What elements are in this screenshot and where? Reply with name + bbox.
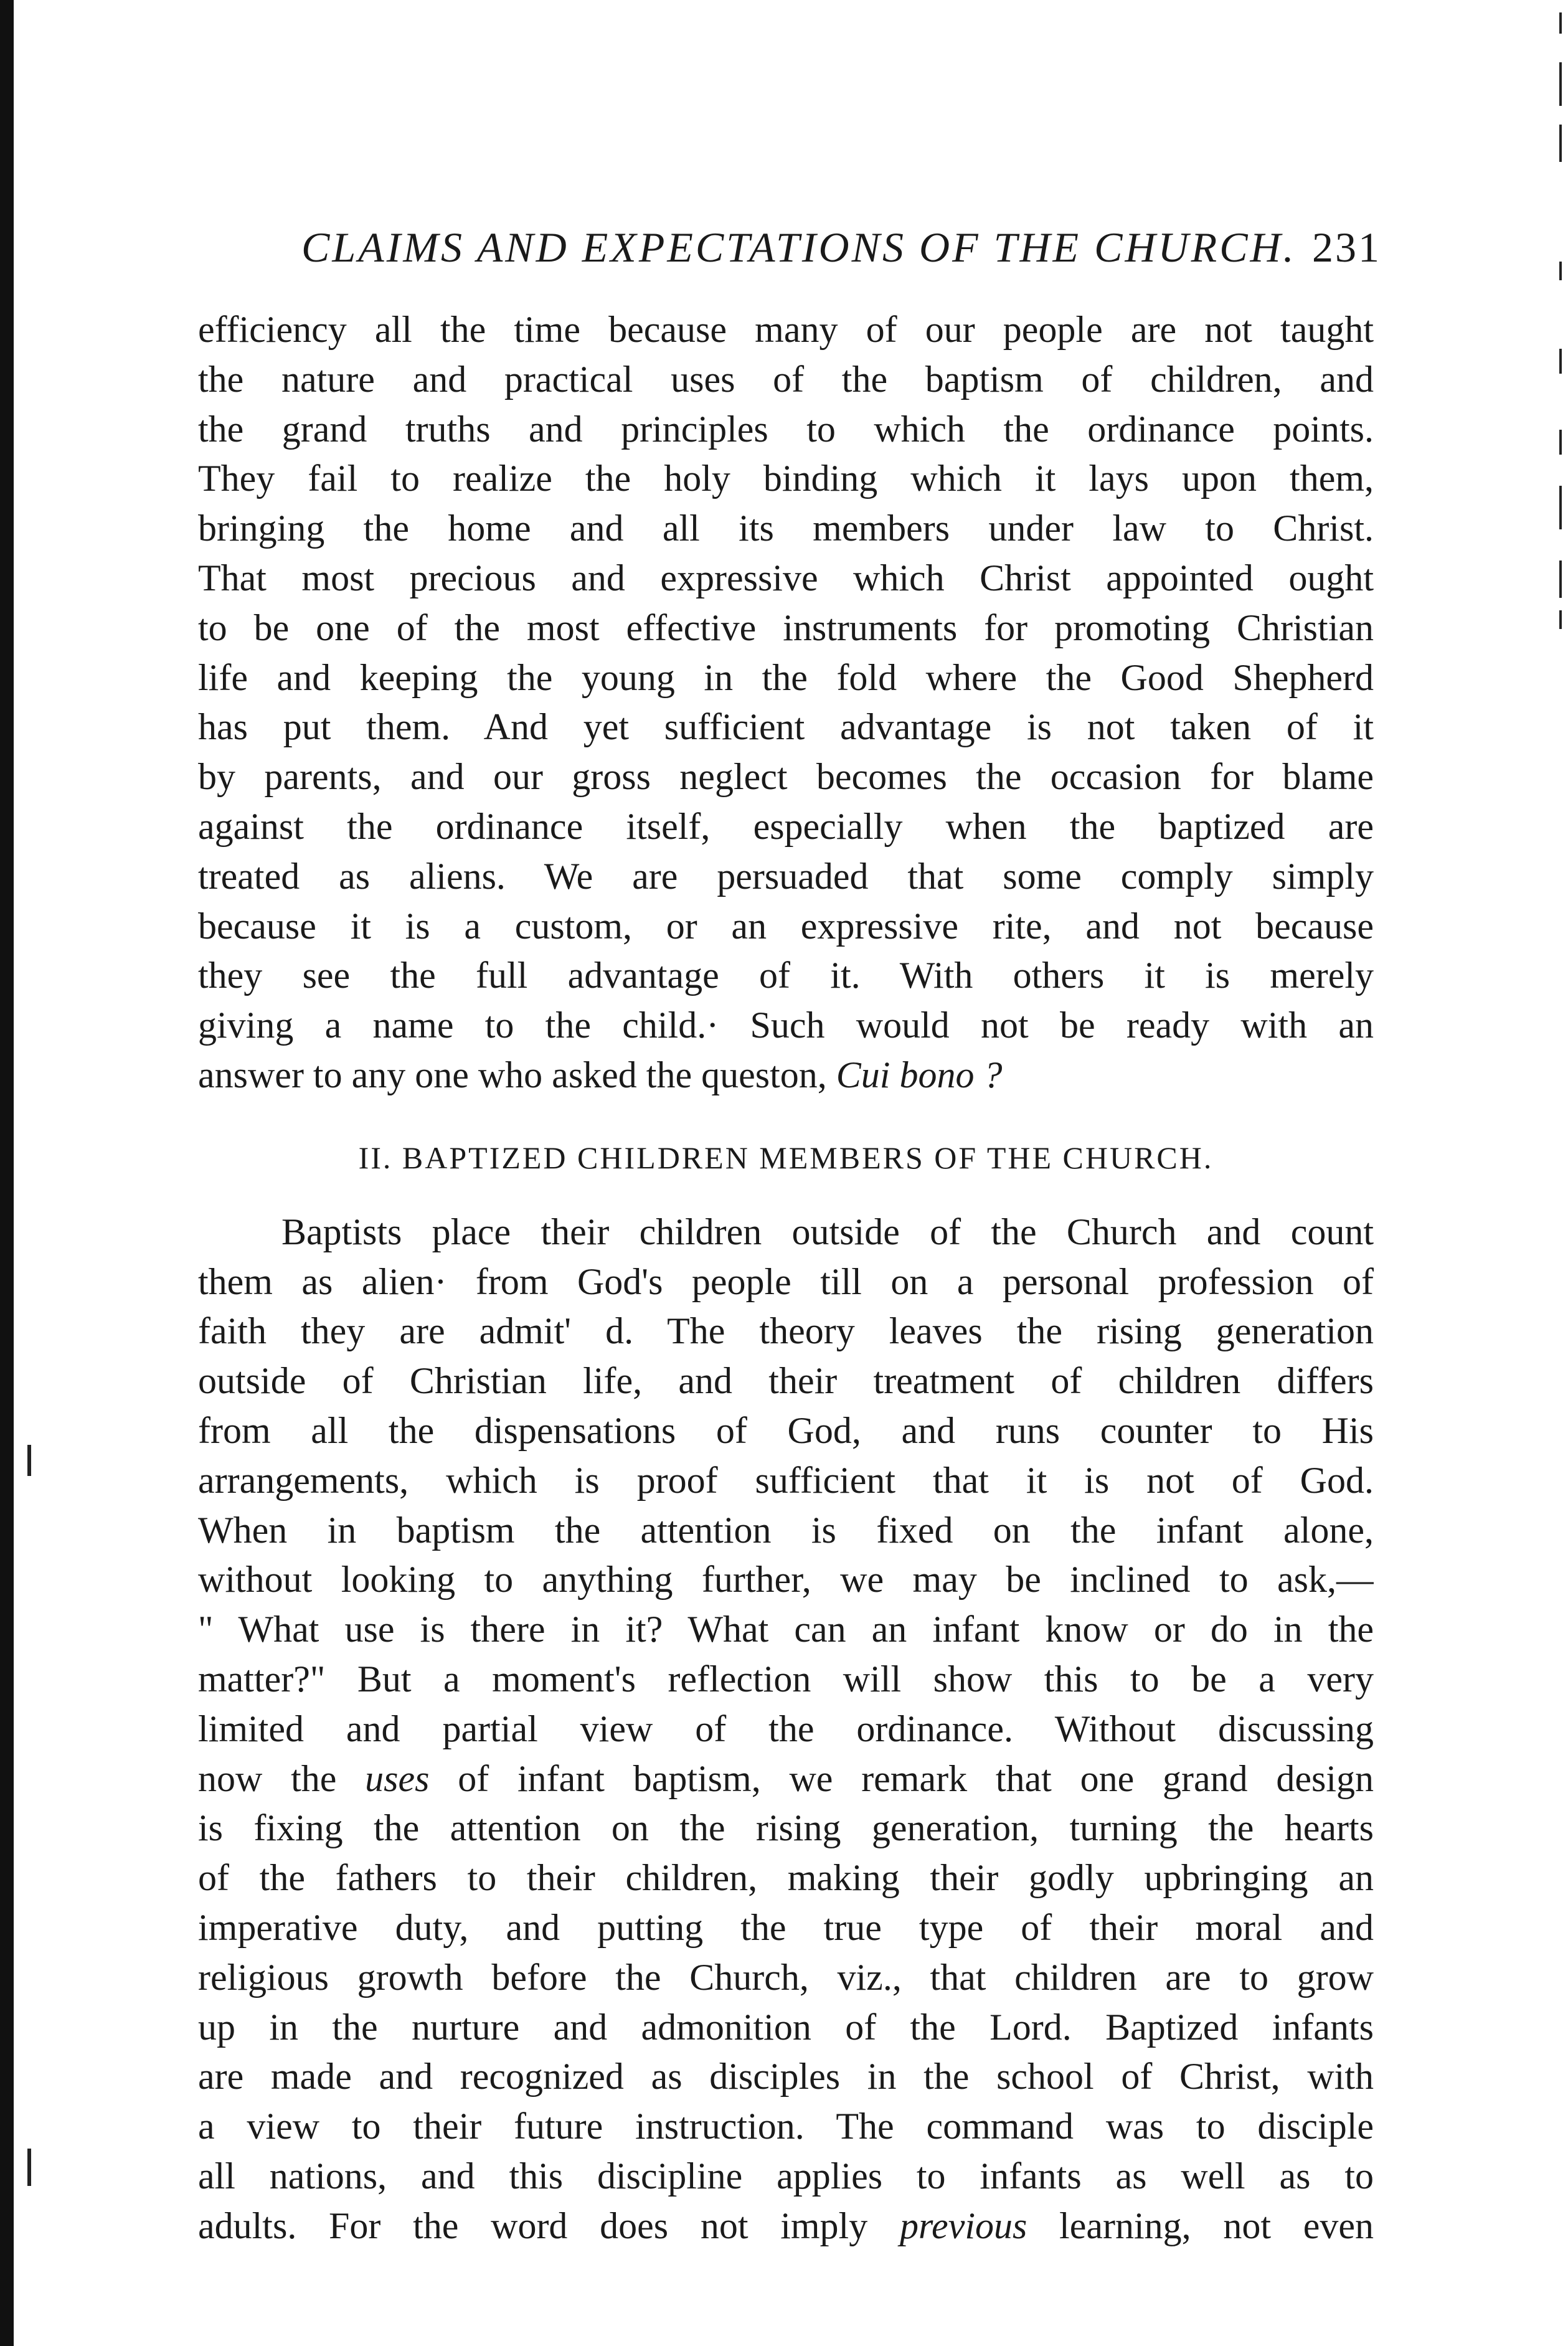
text-line: because it is a custom, or an expressive rite, and not because [198, 905, 1374, 947]
page-number: 231 [1312, 224, 1381, 271]
page-edge-mark [1559, 610, 1562, 629]
latin-phrase: Cui bono ? [836, 1054, 1003, 1095]
text-line: limited and partial view of the ordinance. Without discussing [198, 1708, 1374, 1749]
text-line: up in the nurture and admonition of the Lord. Baptized infants [198, 2006, 1374, 2048]
text-line: Baptists place their children outside of the Church and count [281, 1211, 1374, 1252]
text-line: imperative duty, and putting the true type of their moral and [198, 1906, 1374, 1948]
text-line [198, 2202, 1374, 2251]
text-line: them as alien· from God's people till on a personal profession of [198, 1261, 1374, 1302]
text-line: They fail to realize the holy binding which it lays upon them, [198, 458, 1374, 499]
section-heading: II. BAPTIZED CHILDREN MEMBERS OF THE CHURCH. [358, 1140, 1214, 1175]
running-head: CLAIMS AND EXPECTATIONS OF THE CHURCH. [301, 224, 1296, 271]
paragraph-1 [198, 305, 1374, 1100]
emphasis: previous [899, 2205, 1027, 2246]
margin-smudge [27, 1445, 31, 1476]
text-line: to be one of the most effective instruments for promoting Christian [198, 607, 1374, 648]
text-run: adults. For the word does not imply [198, 2205, 900, 2246]
text-line: faith they are admit' d. The theory leaves the rising generation [198, 1310, 1374, 1352]
page-edge-mark [1559, 12, 1562, 34]
text-run: learning, not even [1027, 2205, 1374, 2246]
text-line: against the ordinance itself, especially when the baptized are [198, 805, 1374, 847]
page-edge-mark [1559, 62, 1562, 106]
text-line: efficiency all the time because many of our people are not taught [198, 309, 1374, 350]
emphasis: uses [365, 1757, 430, 1799]
text-line: bringing the home and all its members under law to Christ. [198, 508, 1374, 549]
page-edge-mark [1559, 125, 1562, 162]
page-edge-mark [1559, 560, 1562, 598]
text-line: by parents, and our gross neglect becomes the occasion for blame [198, 756, 1374, 798]
text-line: without looking to anything further, we may be inclined to ask,— [198, 1559, 1374, 1601]
book-spine-shadow [0, 0, 14, 2346]
text-line: life and keeping the young in the fold where the Good Shepherd [198, 656, 1374, 698]
text-line-last [198, 1051, 1374, 1100]
text-line: arrangements, which is proof sufficient that it is not of God. [198, 1459, 1374, 1501]
text-run: now the [198, 1757, 366, 1799]
page-edge-mark [1559, 430, 1562, 455]
text-line: When in baptism the attention is fixed on the infant alone, [198, 1509, 1374, 1551]
text-line [198, 1754, 1374, 1804]
text-line: is fixing the attention on the rising generation, turning the hearts [198, 1807, 1374, 1849]
text-line: treated as aliens. We are persuaded that some comply simply [198, 855, 1374, 897]
text-line: the nature and practical uses of the baptism of children, and [198, 358, 1374, 400]
page-edge-mark [1559, 349, 1562, 374]
page-edge-mark [1559, 486, 1562, 529]
text-line: " What use is there in it? What can an infant know or do in the [198, 1609, 1374, 1650]
text-line: outside of Christian life, and their treatment of children differs [198, 1360, 1374, 1402]
text-line: all nations, and this discipline applies to infants as well as to [198, 2155, 1374, 2197]
text-line: the grand truths and principles to which the ordinance points. [198, 408, 1374, 450]
text-line: they see the full advantage of it. With others it is merely [198, 955, 1374, 996]
text-line: from all the dispensations of God, and runs counter to His [198, 1409, 1374, 1451]
text-line: of the fathers to their children, making their godly upbringing an [198, 1857, 1374, 1899]
text-line: That most precious and expressive which Christ appointed ought [198, 557, 1374, 598]
text-line: are made and recognized as disciples in the school of Christ, with [198, 2056, 1374, 2098]
text-line: a view to their future instruction. The command was to disciple [198, 2106, 1374, 2147]
text-run: answer to any one who asked the queston, [198, 1054, 836, 1095]
text-line: matter?" But a moment's reflection will show this to be a very [198, 1658, 1374, 1700]
paragraph-2 [198, 1208, 1374, 2251]
margin-smudge [27, 2149, 31, 2186]
page-header [301, 219, 1381, 275]
text-line: giving a name to the child.· Such would not be ready with an [198, 1005, 1374, 1046]
body-text [198, 305, 1374, 2251]
text-line: religious growth before the Church, viz., that children are to grow [198, 1956, 1374, 1998]
text-line: has put them. And yet sufficient advantage is not taken of it [198, 706, 1374, 748]
text-run: of infant baptism, we remark that one grand design [429, 1757, 1374, 1799]
page-edge-mark [1559, 262, 1562, 280]
